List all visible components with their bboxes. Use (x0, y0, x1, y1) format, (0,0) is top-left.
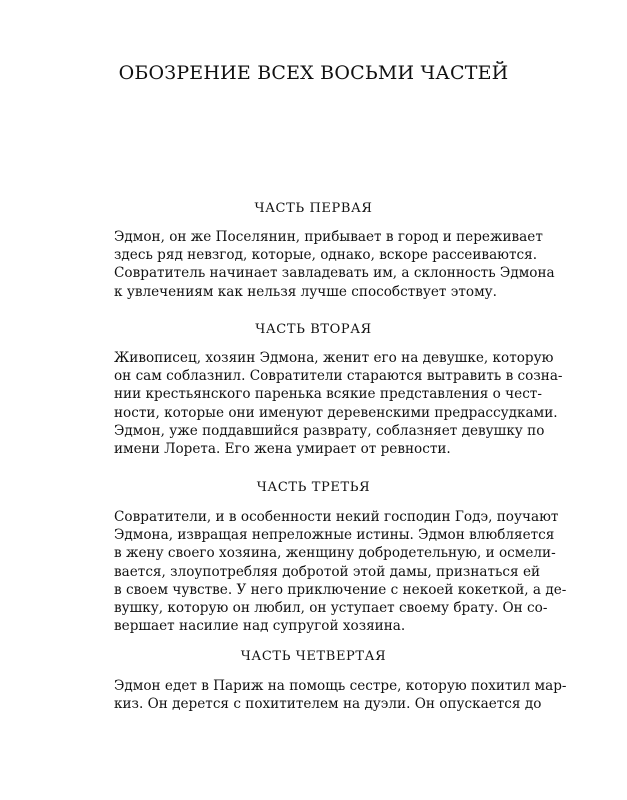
text-line: в жену своего хозяина, женщину добродетельную, и осмели- (114, 545, 556, 562)
text-line: вершает насилие над супругой хозяина. (114, 618, 406, 635)
section-heading-1: ЧАСТЬ ПЕРВАЯ (254, 201, 373, 216)
text-line: в своем чувстве. У него приключение с некоей кокеткой, а де- (114, 581, 567, 598)
text-line: здесь ряд невзгод, которые, однако, вскоре рассеиваются. (114, 247, 538, 264)
text-line: ности, которые они именуют деревенскими предрассудками. (114, 404, 558, 421)
text-line: Эдмона, извращая непреложные истины. Эдмон влюбляется (114, 527, 555, 544)
section-paragraph-1 (114, 228, 555, 301)
text-line: вается, злоупотребляя добротой этой дамы, признаться ей (114, 563, 541, 580)
section-heading-4: ЧАСТЬ ЧЕТВЕРТАЯ (240, 649, 387, 664)
text-line: вушку, которую он любил, он уступает своему брату. Он со- (114, 600, 548, 617)
section-paragraph-3 (114, 508, 567, 635)
section-paragraph-2 (114, 349, 563, 458)
text-line: Эдмон едет в Париж на помощь сестре, которую похитил мар- (114, 678, 567, 694)
section-heading-2: ЧАСТЬ ВТОРАЯ (255, 322, 372, 337)
text-line: Эдмон, уже поддавшийся разврату, соблазняет девушку по (114, 422, 545, 439)
text-line: к увлечениям как нельзя лучше способствует этому. (114, 283, 497, 300)
text-line: киз. Он дерется с похитителем на дуэли. Он опускается до (114, 696, 542, 713)
section-paragraph-4 (114, 677, 567, 713)
text-line: Совратители, и в особенности некий господин Годэ, поучают (114, 509, 559, 525)
section-heading-3: ЧАСТЬ ТРЕТЬЯ (256, 480, 371, 495)
page-title: ОБОЗРЕНИЕ ВСЕХ ВОСЬМИ ЧАСТЕЙ (118, 62, 509, 84)
text-line: имени Лорета. Его жена умирает от ревности. (114, 441, 451, 458)
text-line: Живописец, хозяин Эдмона, женит его на девушке, которую (114, 350, 554, 366)
text-line: нии крестьянского паренька всякие представления о чест- (114, 386, 542, 403)
text-line: Эдмон, он же Поселянин, прибывает в город и переживает (114, 229, 543, 245)
text-line: Совратитель начинает завладевать им, а склонность Эдмона (114, 265, 555, 282)
text-line: он сам соблазнил. Совратители стараются вытравить в созна- (114, 368, 563, 385)
